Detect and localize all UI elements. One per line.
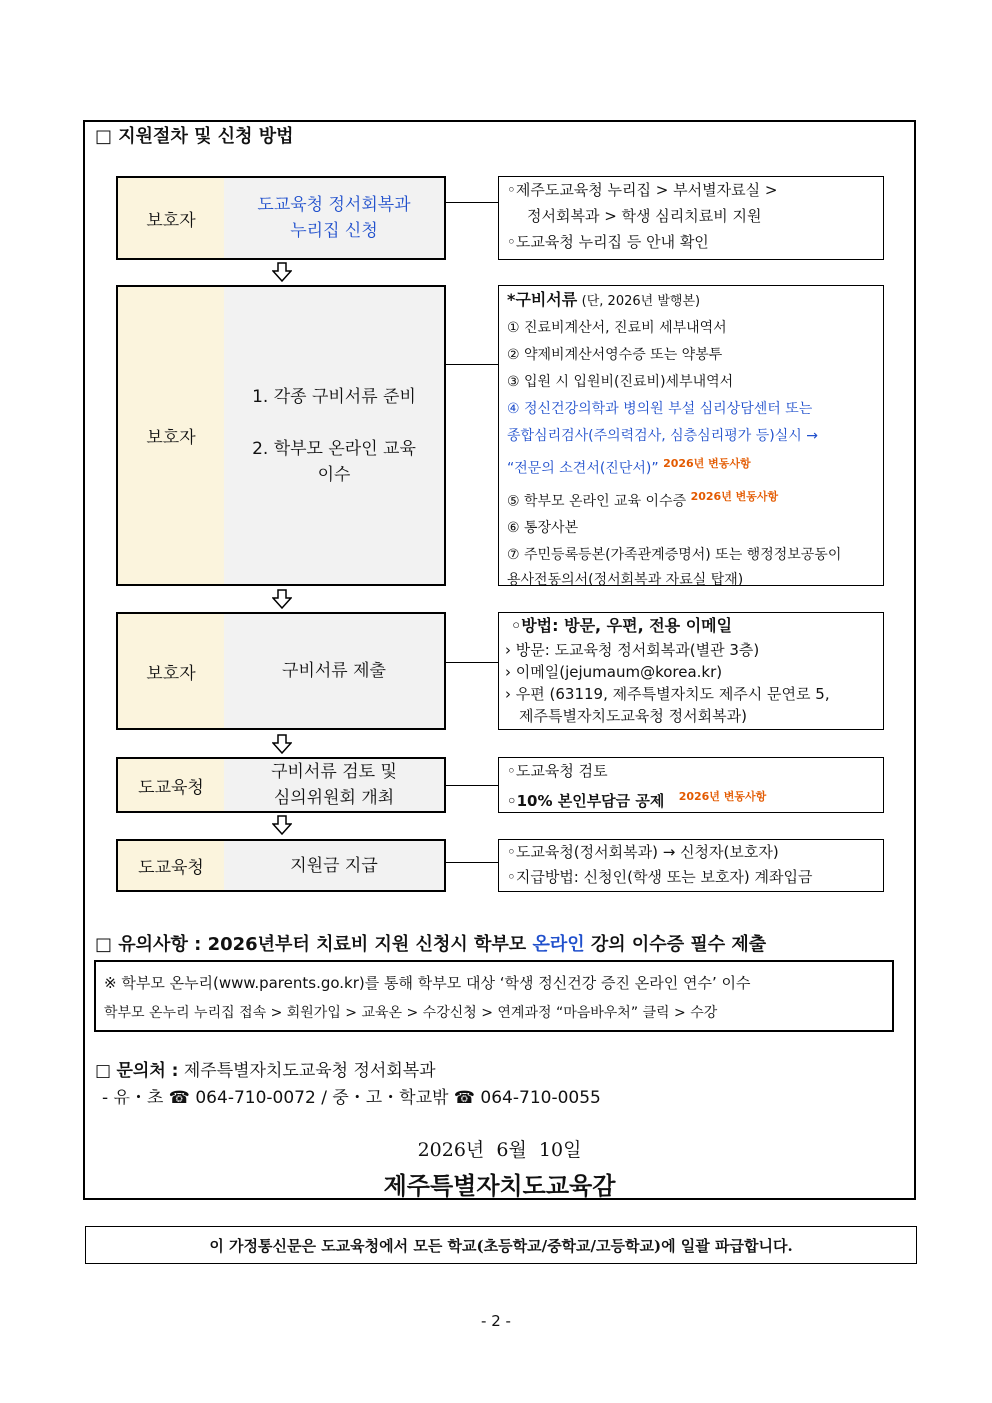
change-badge: 2026년 변동사항 (678, 790, 767, 803)
notice-box: ※ 학부모 온누리(www.parents.go.kr)를 통해 학부모 대상 ‘학생 정신건강 증진 온라인 연수’ 이수 학부모 온누리 누리집 접속 > 회원가입 > 교육온 > 수강신청 > 연계과정 “마음바우처” 클릭 > 수강 (94, 960, 894, 1032)
step-cell: 구비서류 검토 및 심의위원회 개최 (224, 757, 446, 813)
page-number: - 2 - (481, 1312, 511, 1330)
section-title-notice: □ 유의사항 : 2026년부터 치료비 지원 신청시 학부모 온라인 강의 이수증 필수 제출 (95, 934, 767, 955)
section-title-procedure: □ 지원절차 및 신청 방법 (95, 126, 294, 147)
step-cell: 구비서류 제출 (224, 612, 446, 730)
review-note: ◦도교육청 검토 ◦10% 본인부담금 공제 $^{2026년 변동사항}$ (498, 757, 884, 813)
connector-line (446, 202, 498, 203)
checkbox-square-icon: □ (95, 934, 119, 955)
connector-line (446, 662, 498, 663)
connector-line (446, 785, 498, 786)
submission-methods: ◦방법: 방문, 우편, 전용 이메일 › 방문: 도교육청 정서회복과(별관 3층) › 이메일(jejumaum@korea.kr) › 우편 (63119, 제주특별자치도 제주시 문연로 5, 제주특별자치도교육청 정서회복과) (498, 612, 884, 730)
down-arrow-icon (272, 734, 292, 754)
actor-cell: 보호자 (116, 176, 226, 260)
contact-phones: - 유・초 ☎ 064-710-0072 / 중・고・학교밖 ☎ 064-710-0055 (102, 1088, 601, 1108)
step-cell: 지원금 지급 (224, 839, 446, 892)
change-badge: 2026년 변동사항 (663, 457, 751, 470)
down-arrow-icon (272, 589, 292, 609)
connector-line (446, 862, 498, 863)
actor-cell: 도교육청 (116, 839, 226, 892)
actor-cell: 보호자 (116, 612, 226, 730)
step-note: ◦제주도교육청 누리집 > 부서별자료실 > 정서회복과 > 학생 심리치료비 지원 ◦도교육청 누리집 등 안내 확인 (498, 176, 884, 260)
payment-note: ◦도교육청(정서회복과) → 신청자(보호자) ◦지급방법: 신청인(학생 또는 보호자) 계좌입금 (498, 839, 884, 892)
actor-cell: 보호자 (116, 285, 226, 586)
down-arrow-icon (272, 815, 292, 835)
step-cell: 도교육청 정서회복과 누리집 신청 (224, 176, 446, 260)
change-badge: 2026년 변동사항 (690, 489, 779, 503)
documents-list: *구비서류 (단, 2026년 발행본) ① 진료비계산서, 진료비 세부내역서 ② 약제비계산서영수증 또는 약봉투 ③ 입원 시 입원비(진료비)세부내역서 ④ 정신건강의학과 병의원 부설 심리상담센터 또는 종합심리검사(주의력검사, 심층심리평가 등)실시 → “전문의 소견서(진단서)” $^{2026년 변동사항}$ ⑤ 학부모 온라인 교육 이수증 $^{2026년 변동사항}$ ⑥ 통장사본 ⑦ 주민등록등본(가족관계증명서) 또는 행정정보공동이 용사전동의서(정서회복과 자료실 탑재) (498, 285, 884, 586)
actor-cell: 도교육청 (116, 757, 226, 813)
document-date: 2026년 6월 10일 (417, 1139, 582, 1161)
step-cell: 1. 각종 구비서류 준비 2. 학부모 온라인 교육 이수 (224, 285, 446, 586)
contact-title: □ 문의처 : 제주특별자치도교육청 정서회복과 (95, 1061, 436, 1081)
checkbox-square-icon: □ (95, 1061, 117, 1081)
issuer-name: 제주특별자치도교육감 (383, 1171, 616, 1200)
distribution-note: 이 가정통신문은 도교육청에서 모든 학교(초등학교/중학교/고등학교)에 일괄 파급합니다. (85, 1226, 917, 1264)
down-arrow-icon (272, 262, 292, 282)
connector-line (446, 364, 498, 365)
checkbox-square-icon: □ (95, 126, 119, 147)
